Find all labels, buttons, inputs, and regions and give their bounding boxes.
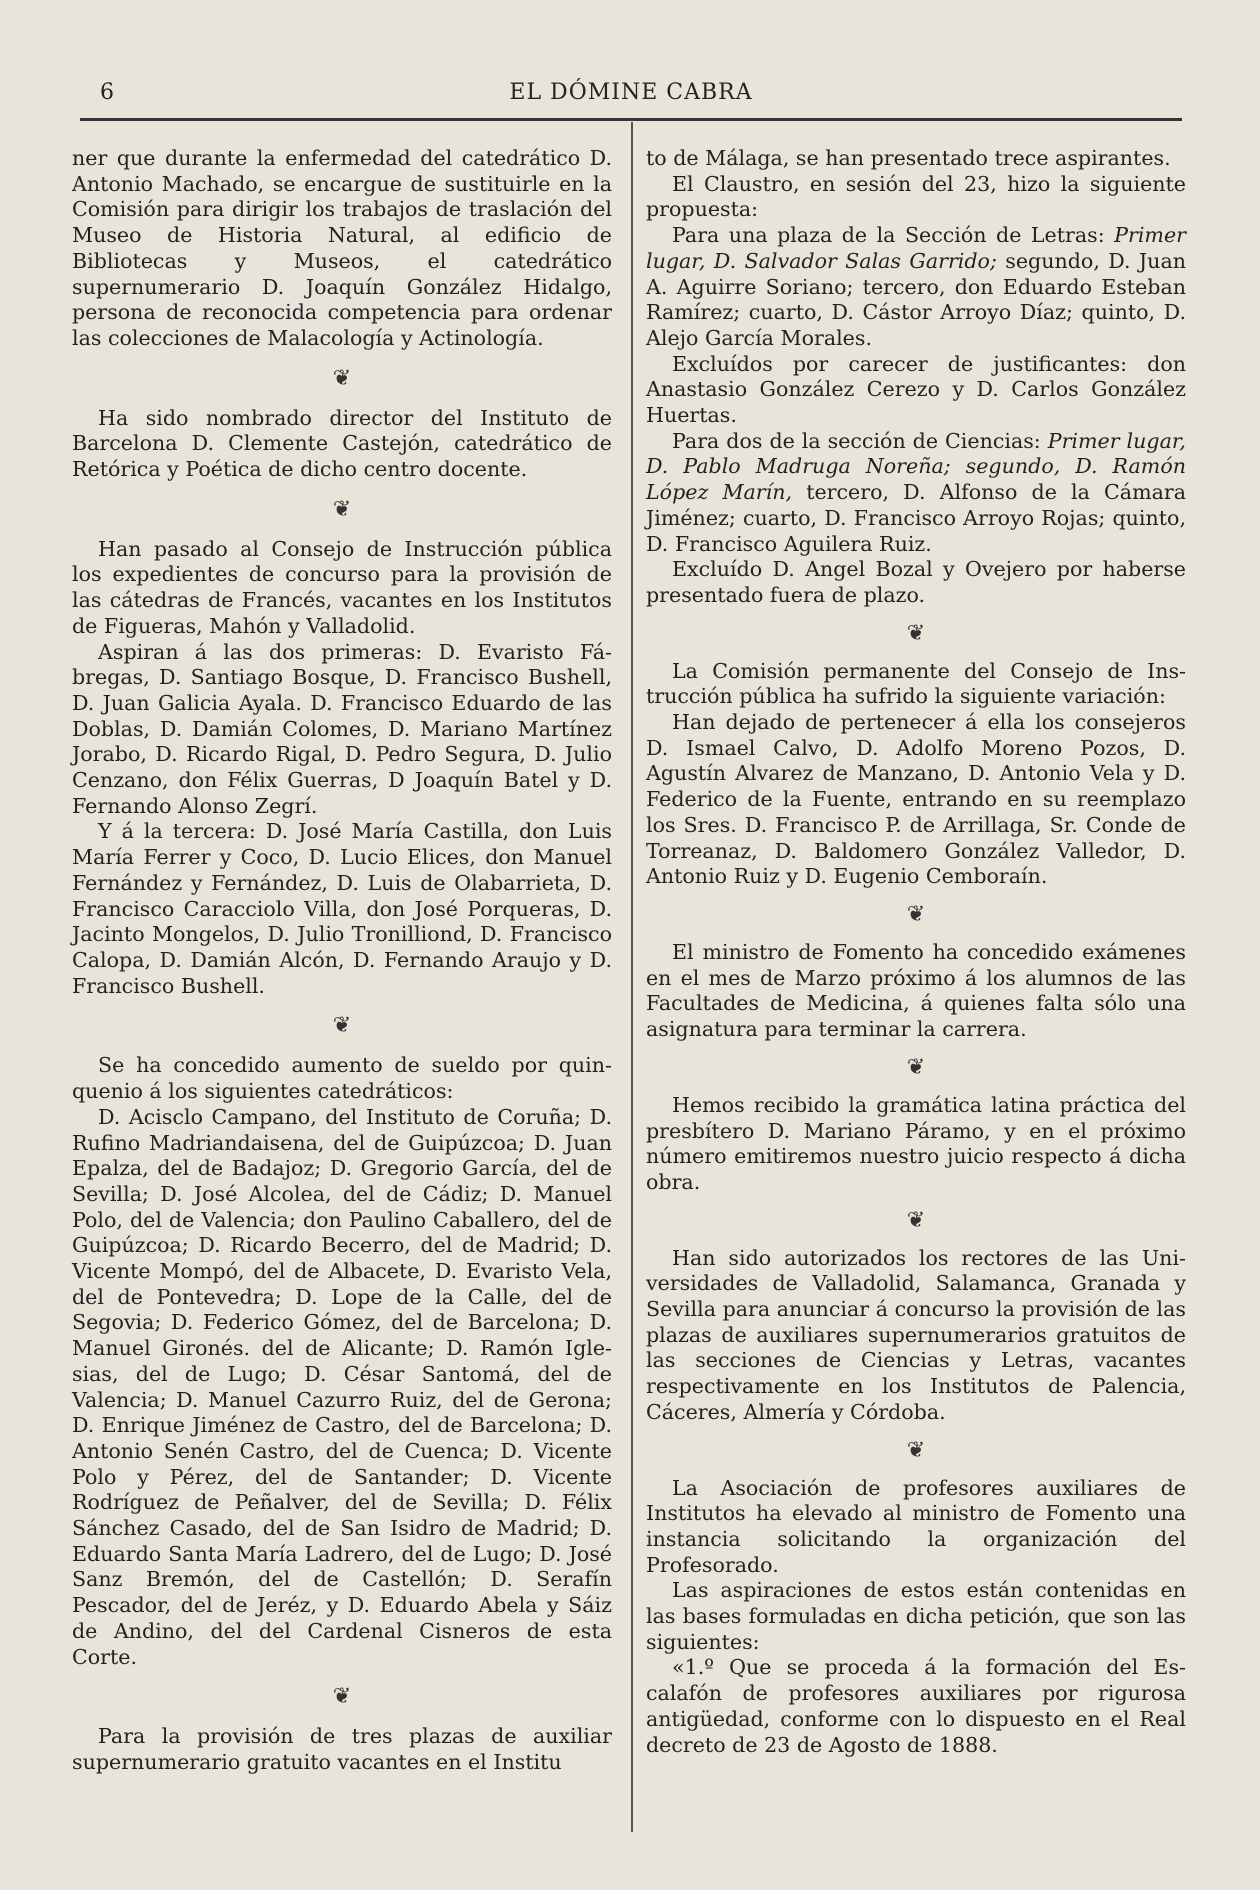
ornament-icon: ❦ bbox=[906, 901, 926, 927]
paragraph: D. Acisclo Campano, del Instituto de Coruña; D. Rufino Madriandaisena, del de Guipúzcoa; D. Juan Epalza, del de Badajoz; D. Gregorio García, del de Sevilla; D. José Alcolea, del de Cádiz; D. Manuel Polo, del de Valencia; don Paulino Caballero, del de Guipúzcoa; D. Ricardo Becerro, del de Madrid; D. Vicente Mompó, del de Albacete, D. Evaristo Vela, del de Pontevedra; D. Lope de la Calle, del de Segovia; D. Federico Gómez, del de Barcelona; D. Manuel Gironés. del de Alicante; D. Ramón Iglesias, del de Lugo; D. César Santomá, del de Valencia; D. Manuel Cazurro Ruiz, del de Gerona; D. Enrique Jiménez de Castro, del de Barcelona; D. Antonio Senén Castro, del de Cuenca; D. Vicente Polo y Pérez, del de Santander; D. Vicente Rodríguez de Peñalver, del de Sevilla; D. Félix Sánchez Casado, del de San Isidro de Madrid; D. Eduardo Santa María Ladrero, del de Lugo; D. José Sanz Bremón, del de Castellón; D. Serafín Pescador, del de Jeréz, y D. Eduardo Abela y Sáiz de Andino, del del Cardenal Cisneros de esta Corte. bbox=[72, 1104, 612, 1669]
ornament-icon: ❦ bbox=[332, 365, 352, 391]
column-divider bbox=[631, 122, 633, 1832]
paragraph: El ministro de Fomento ha concedido exámenes en el mes de Marzo próximo á los alumnos de las Facultades de Medicina, á quienes falta sólo una asignatura para terminar la carrera. bbox=[646, 939, 1186, 1042]
page-header bbox=[80, 76, 1182, 116]
italic-run: Primer lugar, D. Pablo Madruga Noreña; segundo, D. Ramón López Marín, bbox=[646, 428, 1186, 505]
paragraph bbox=[646, 223, 1186, 352]
ornament-icon: ❦ bbox=[332, 496, 352, 522]
left-column bbox=[72, 146, 612, 1776]
paragraph: Y á la tercera: D. José María Castilla, don Luis María Ferrer y Coco, D. Lucio Elices, don Manuel Fernández y Fernández, D. Luis de Olabarrieta, D. Francisco Caracciolo Villa, don José Porqueras, D. Jacinto Mongelos, D. Julio Tronilliond, D. Francisco Calopa, D. Damián Alcón, D. Fernando Araujo y D. Francisco Bushell. bbox=[72, 819, 612, 998]
paragraph: La Comisión permanente del Consejo de Instrucción pública ha sufrido la siguiente variación: bbox=[646, 658, 1186, 709]
paragraph: Hemos recibido la gramática latina práctica del presbítero D. Mariano Páramo, y en el próximo número emitiremos nuestro juicio respecto á dicha obra. bbox=[646, 1092, 1186, 1194]
paragraph: La Asociación de profesores auxiliares de Institutos ha elevado al ministro de Fomento una instancia solicitando la organización del Profesorado. bbox=[646, 1475, 1186, 1577]
paragraph: to de Málaga, se han presentado trece aspirantes. bbox=[646, 146, 1171, 170]
paragraph: Aspiran á las dos primeras: D. Evaristo Fábregas, D. Santiago Bosque, D. Francisco Bushell, D. Juan Galicia Ayala. D. Francisco Eduardo de las Doblas, D. Damián Colomes, D. Mariano Martínez Jorabo, D. Ricardo Rigal, D. Pedro Segura, D. Julio Cenzano, don Félix Guerras, D Joaquín Batel y D. Fernando Alonso Zegrí. bbox=[72, 639, 612, 818]
paragraph: Han pasado al Consejo de Instrucción pública los expedientes de concurso para la provisión de las cátedras de Francés, vacantes en los Institutos de Figueras, Mahón y Valladolid. bbox=[72, 536, 612, 638]
page-number: 6 bbox=[100, 80, 114, 105]
publication-title: EL DÓMINE CABRA bbox=[509, 80, 753, 105]
ornament-icon: ❦ bbox=[906, 1054, 926, 1080]
paragraph: Para la provisión de tres plazas de auxiliar supernumerario gratuito vacantes en el Institu bbox=[72, 1724, 612, 1774]
right-column bbox=[646, 146, 1186, 1758]
paragraph bbox=[646, 429, 1186, 558]
ornament-icon: ❦ bbox=[332, 1684, 352, 1710]
ornament-icon: ❦ bbox=[906, 1437, 926, 1463]
text-run: segundo, D. Juan A. Aguirre Soriano; tercero, don Eduardo Esteban Ramírez; cuarto, D. Cástor Arroyo Díaz; quinto, D. Alejo García Morales. bbox=[646, 248, 1186, 350]
paragraph: El Claustro, en sesión del 23, hizo la siguiente propuesta: bbox=[646, 171, 1186, 222]
ornament-icon: ❦ bbox=[906, 620, 926, 646]
paragraph: Han sido autorizados los rectores de las Universidades de Valladolid, Salamanca, Granada y Sevilla para anunciar á concurso la provisión de las plazas de auxiliares supernumerarios gratuitos de las secciones de Ciencias y Letras, vacantes respectivamente en los Institutos de Palencia, Cáceres, Almería y Córdoba. bbox=[646, 1245, 1186, 1424]
paragraph: Han dejado de pertenecer á ella los consejeros D. Ismael Calvo, D. Adolfo Moreno Pozos, D. Agustín Alvarez de Manzano, D. Antonio Vela y D. Federico de la Fuente, entrando en su reemplazo los Sres. D. Francisco P. de Arrillaga, Sr. Conde de Torreanaz, D. Baldomero González Valledor, D. Antonio Ruiz y D. Eugenio Cemboraín. bbox=[646, 710, 1186, 889]
text-run: Para una plaza de la Sección de Letras: bbox=[672, 223, 1115, 248]
text-run: tercero, D. Alfonso de la Cámara Jiménez; cuarto, D. Francisco Arroyo Rojas; quinto, D. Francisco Aguilera Ruiz. bbox=[646, 480, 1187, 556]
paragraph: Ha sido nombrado director del Instituto de Barcelona D. Clemente Castejón, catedrático de Retórica y Poética de dicho centro docente. bbox=[72, 405, 612, 482]
header-rule bbox=[80, 118, 1182, 121]
ornament-icon: ❦ bbox=[906, 1207, 926, 1233]
text-run: Para dos de la sección de Ciencias: bbox=[672, 428, 1048, 453]
paragraph: Excluídos por carecer de justificantes: don Anastasio González Cerezo y D. Carlos González Huertas. bbox=[646, 351, 1186, 428]
paragraph: «1.º Que se proceda á la formación del Escalafón de profesores auxiliares por rigurosa antigüedad, conforme con lo dispuesto en el Real decreto de 23 de Agosto de 1888. bbox=[646, 1655, 1186, 1757]
paragraph: Excluído D. Angel Bozal y Ovejero por haberse presentado fuera de plazo. bbox=[646, 557, 1186, 607]
paragraph: Las aspiraciones de estos están contenidas en las bases formuladas en dicha petición, que son las siguientes: bbox=[646, 1578, 1186, 1654]
italic-run: Primer lugar, D. Salvador Salas Garrido; bbox=[646, 223, 1186, 273]
ornament-icon: ❦ bbox=[332, 1013, 352, 1039]
paragraph: ner que durante la enfermedad del catedrático D. Antonio Machado, se encargue de sustituirle en la Comisión para dirigir los trabajos de traslación del Museo de Historia Natural, al edificio de Bibliotecas y Museos, el catedrático supernumerario D. Joaquín González Hidalgo, persona de reconocida competencia para ordenar las colecciones de Malacología y Actinología. bbox=[72, 146, 612, 350]
paragraph: Se ha concedido aumento de sueldo por quinquenio á los siguientes catedráticos: bbox=[72, 1053, 612, 1104]
